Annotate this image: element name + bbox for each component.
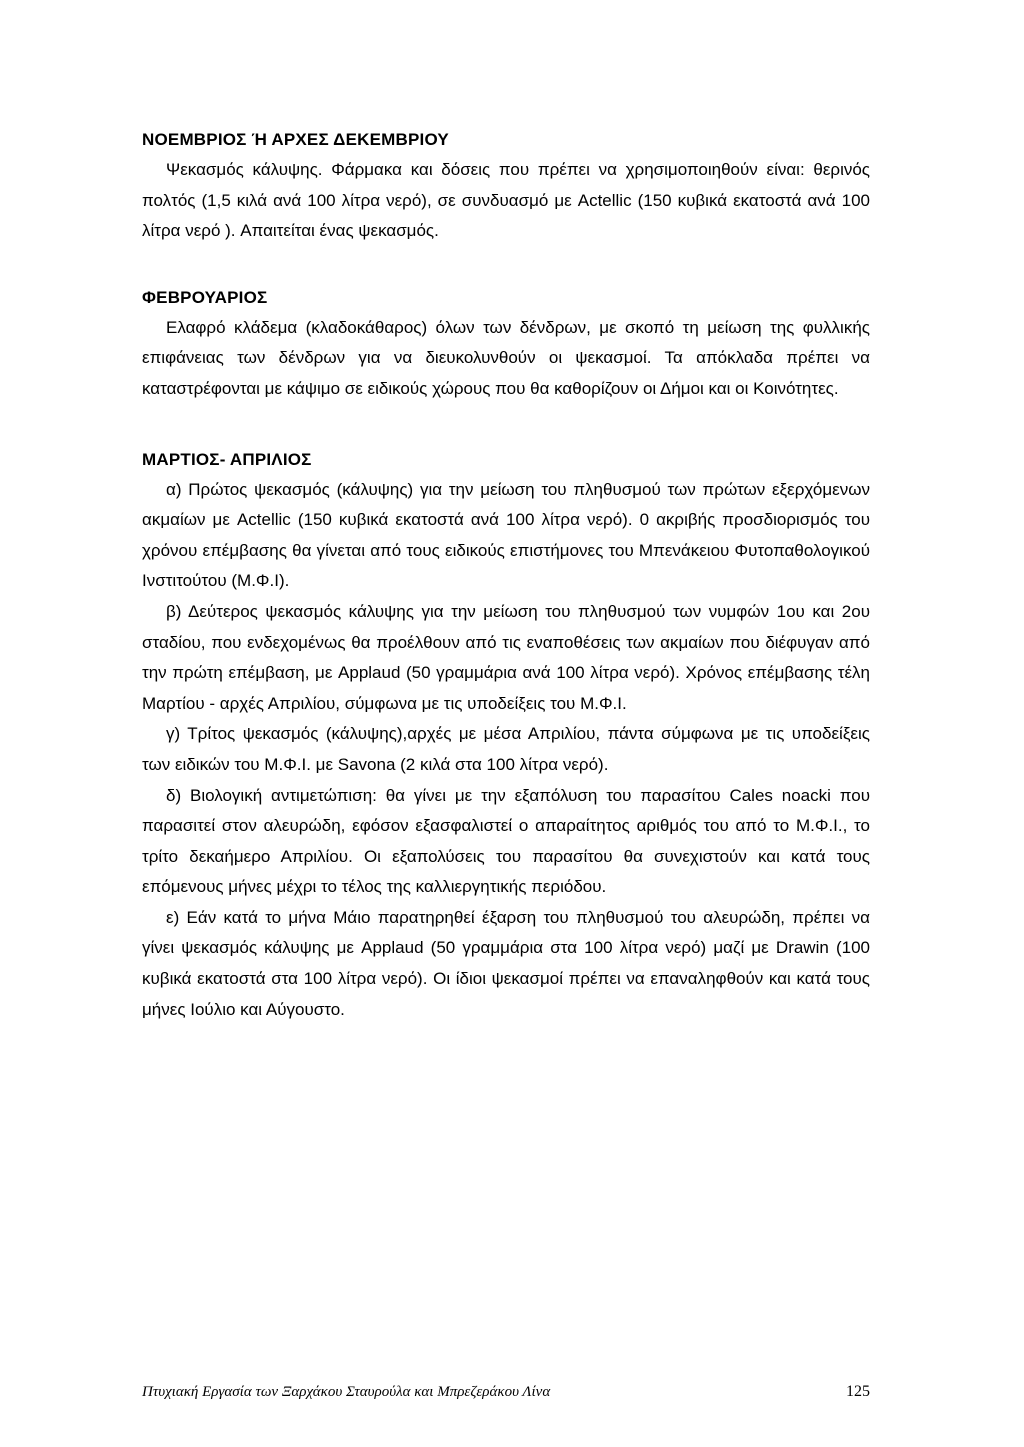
paragraph-d: δ) Βιολογική αντιμετώπιση: θα γίνει με την εξαπόλυση του παρασίτου Cales noacki που παρασιτεί στον αλευρώδη, εφόσον εξασφαλιστεί ο απαραίτητος αριθμός του από το Μ.Φ.Ι., το τρίτο δεκαήμερο Απριλίου. Οι εξαπολύσεις του παρασίτου θα συνεχιστούν και κατά τους επόμενους μήνες μέχρι το τέλος της καλλιεργητικής περιόδου. <box>142 785 870 897</box>
section-november <box>142 125 870 247</box>
paragraph: Ψεκασμός κάλυψης. Φάρμακα και δόσεις που πρέπει να χρησιμοποιηθούν είναι: θερινός πολτός (1,5 κιλά ανά 100 λίτρα νερό), σε συνδυασμό με Actellic (150 κυβικά εκατοστά ανά 100 λίτρα νερό ). Απαιτείται ένας ψεκασμός. <box>142 160 870 241</box>
paragraph-b: β) Δεύτερος ψεκασμός κάλυψης για την μείωση του πληθυσμού των νυμφών 1ου και 2ου σταδίου, που ενδεχομένως θα προέλθουν από τις εναποθέσεις των ακμαίων που διέφυγαν από την πρώτη επέμβαση, με Applaud (50 γραμμάρια ανά 100 λίτρα νερό). Χρόνος επέμβασης τέλη Μαρτίου - αρχές Απριλίου, σύμφωνα με τις υποδείξεις του Μ.Φ.Ι. <box>142 601 870 713</box>
page-content <box>142 125 870 1025</box>
paragraph-c: γ) Τρίτος ψεκασμός (κάλυψης),αρχές με μέσα Απριλίου, πάντα σύμφωνα με τις υποδείξεις των ειδικών του Μ.Φ.Ι. με Savona (2 κιλά στα 100 λίτρα νερό). <box>142 724 870 774</box>
paragraph-a: α) Πρώτος ψεκασμός (κάλυψης) για την μείωση του πληθυσμού των πρώτων εξερχόμενων ακμαίων με Actellic (150 κυβικά εκατοστά ανά 100 λίτρα νερό). 0 ακριβής προσδιορισμός του χρόνου επέμβασης θα γίνεται από τους ειδικούς επιστήμονες του Μπενάκειου Φυτοπαθολογικού Ινστιτούτου (Μ.Φ.Ι). <box>142 479 870 591</box>
section-february <box>142 283 870 405</box>
section-march-april <box>142 445 870 1026</box>
footer-text: Πτυχιακή Εργασία των Ξαρχάκου Σταυρούλα και Μπρεζεράκου Λίνα <box>142 1384 551 1400</box>
section-heading: ΜΑΡΤΙΟΣ- ΑΠΡΙΛΙΟΣ <box>142 449 312 469</box>
page-footer <box>142 1380 870 1404</box>
section-heading: ΝΟΕΜΒΡΙΟΣ Ή ΑΡΧΕΣ ΔΕΚΕΜΒΡΙΟΥ <box>142 130 449 149</box>
paragraph-e: ε) Εάν κατά το μήνα Μάιο παρατηρηθεί έξαρση του πληθυσμού του αλευρώδη, πρέπει να γίνει ψεκασμός κάλυψης με Applaud (50 γραμμάρια στα 100 λίτρα νερό) μαζί με Drawin (100 κυβικά εκατοστά στα 100 λίτρα νερό). Οι ίδιοι ψεκασμοί πρέπει να επαναληφθούν και κατά τους μήνες Ιούλιο και Αύγουστο. <box>142 907 870 1019</box>
page-number: 125 <box>846 1383 870 1400</box>
section-heading: ΦΕΒΡΟΥΑΡΙΟΣ <box>142 287 268 307</box>
paragraph: Ελαφρό κλάδεμα (κλαδοκάθαρος) όλων των δένδρων, με σκοπό τη μείωση της φυλλικής επιφάνειας των δένδρων για να διευκολυνθούν οι ψεκασμοί. Τα απόκλαδα πρέπει να καταστρέφονται με κάψιμο σε ειδικούς χώρους που θα καθορίζουν οι Δήμοι και οι Κοινότητες. <box>142 317 870 398</box>
